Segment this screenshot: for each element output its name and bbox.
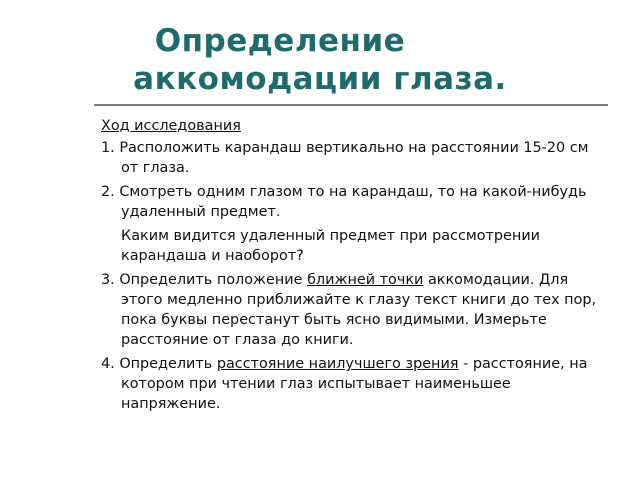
step-text-before: Определить	[119, 356, 213, 372]
step-3	[101, 270, 607, 350]
step-1	[101, 138, 607, 178]
step-text-before: Определить положение	[119, 272, 303, 288]
near-point-term: ближней точки	[307, 272, 424, 288]
slide-title-line-1: Определение	[154, 23, 406, 59]
step-number: 4.	[101, 356, 115, 372]
title-divider	[94, 104, 608, 106]
step-number: 3.	[101, 272, 115, 288]
step-text-after: - расстояние, на котором при чтении глаз испытывает наименьшее напряжение.	[121, 356, 588, 412]
step-4	[101, 354, 607, 414]
step-number: 2.	[101, 184, 115, 200]
step-number: 1.	[101, 140, 115, 156]
best-vision-distance-term: расстояние наилучшего зрения	[216, 356, 459, 372]
step-2	[101, 182, 607, 222]
section-heading: Ход исследования	[101, 118, 241, 134]
slide-title-line-2: аккомодации глаза.	[133, 61, 507, 97]
slide-body	[101, 116, 607, 418]
step-2-question: Каким видится удаленный предмет при рассмотрении карандаша и наоборот?	[121, 228, 541, 264]
slide-title	[0, 22, 640, 98]
step-text: Смотреть одним глазом то на карандаш, то на какой-нибудь удаленный предмет.	[119, 184, 587, 220]
step-text-after: аккомодации. Для этого медленно приближайте к глазу текст книги до тех пор, пока буквы перестанут быть ясно видимыми. Измерьте расстояние от глаза до книги.	[121, 272, 597, 348]
step-text: Расположить карандаш вертикально на расстоянии 15-20 см от глаза.	[119, 140, 589, 176]
